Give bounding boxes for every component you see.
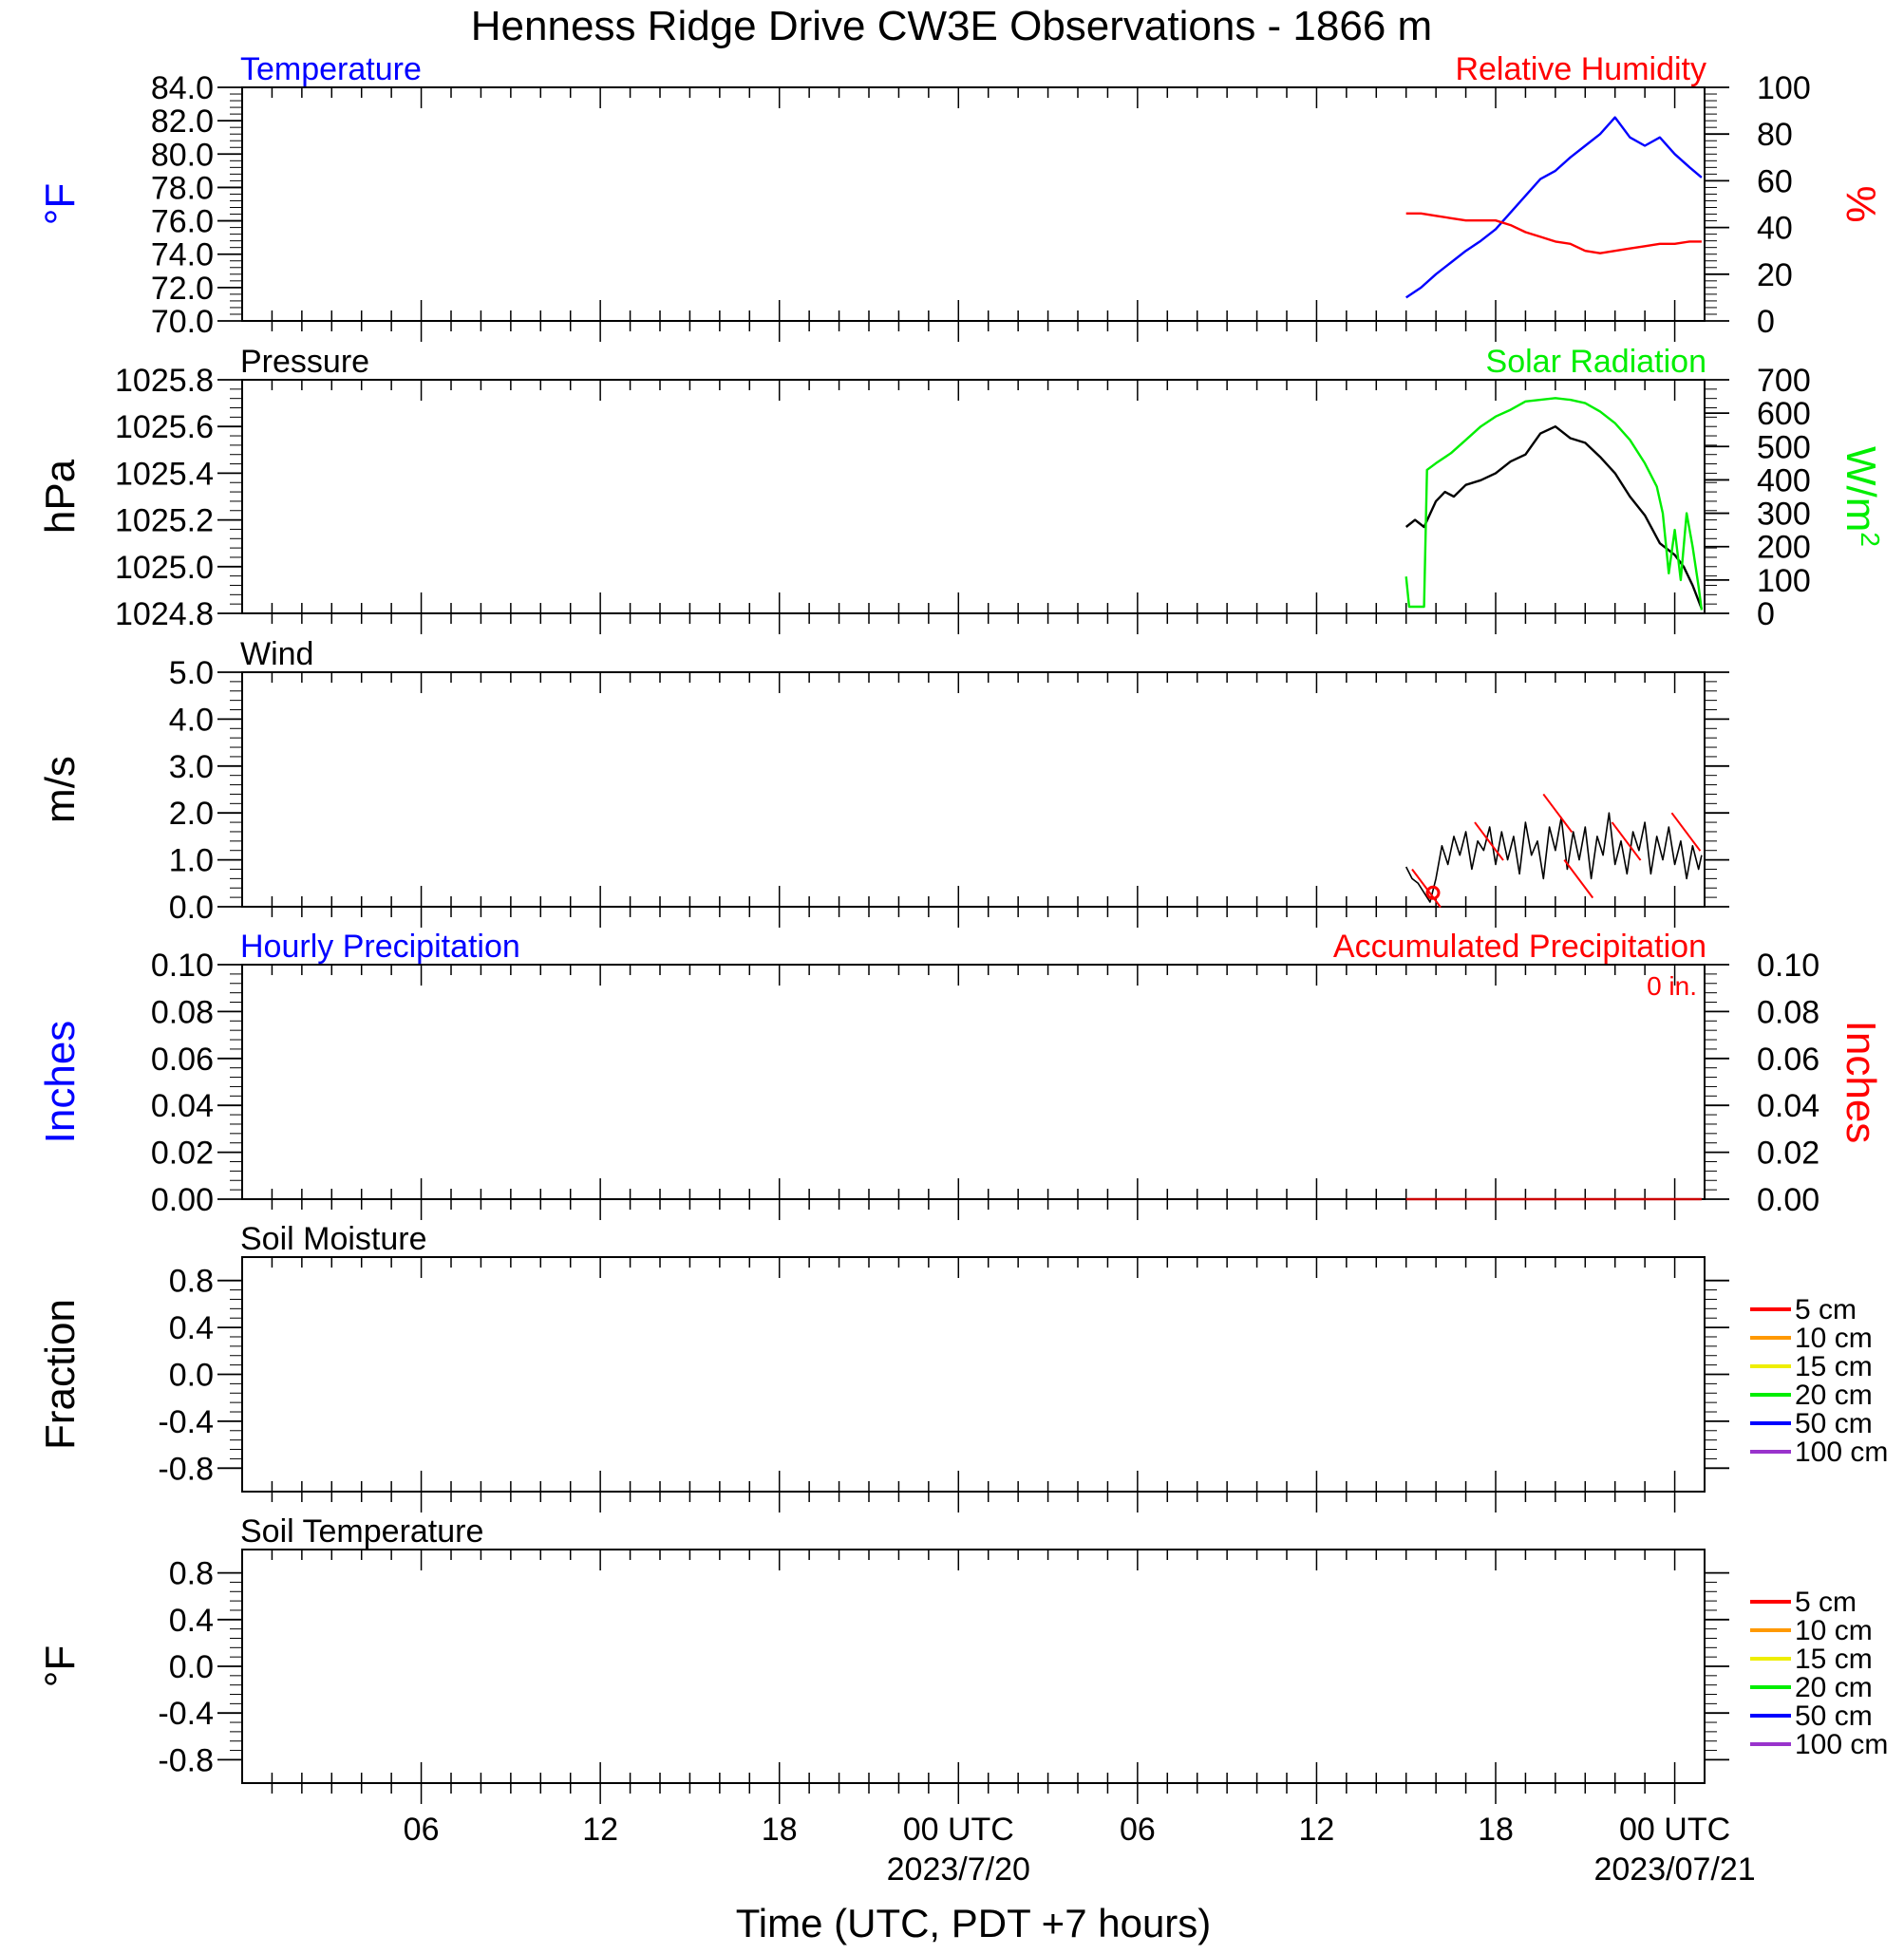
- y-tick-label-left: -0.4: [158, 1403, 214, 1440]
- y-tick-label-left: 0.06: [150, 1041, 214, 1078]
- chart-title: Henness Ridge Drive CW3E Observations - 1866 m: [470, 3, 1433, 49]
- panel-title-left: Wind: [240, 636, 314, 672]
- legend-label: 50 cm: [1795, 1408, 1873, 1439]
- legend-label: 20 cm: [1795, 1380, 1873, 1411]
- y-tick-label-left: 84.0: [150, 70, 214, 106]
- panel-3: [37, 929, 1884, 1220]
- plot-frame: [242, 1550, 1705, 1783]
- y-tick-label-left: 0.0: [168, 1649, 214, 1685]
- y-tick-label-right: 100: [1757, 70, 1811, 106]
- y-tick-label-left: 0.4: [168, 1602, 214, 1639]
- y-tick-label-left: 0.8: [168, 1263, 214, 1300]
- y-tick-label-left: 72.0: [150, 270, 214, 307]
- y-axis-label-right: %: [1838, 185, 1884, 223]
- y-tick-label-left: 1025.6: [115, 409, 214, 446]
- series-line-wind-speed: [1406, 813, 1702, 902]
- y-tick-label-right: 0.06: [1757, 1041, 1820, 1078]
- panel-4: [37, 1221, 1888, 1512]
- y-tick-label-right: 200: [1757, 529, 1811, 566]
- plot-frame: [242, 1257, 1705, 1492]
- panel-title-right: Relative Humidity: [1455, 51, 1706, 87]
- y-tick-label-left: 0.04: [150, 1088, 214, 1125]
- plot-frame: [242, 965, 1705, 1199]
- series-line-temperature: [1406, 118, 1702, 298]
- legend-label: 100 cm: [1795, 1729, 1889, 1760]
- x-tick-label: 18: [761, 1812, 798, 1848]
- y-tick-label-left: 3.0: [168, 748, 214, 785]
- panel-title-left: Soil Temperature: [240, 1513, 484, 1550]
- x-tick-label: 06: [1119, 1812, 1156, 1848]
- y-tick-label-right: 400: [1757, 462, 1811, 499]
- panel-title-left: Hourly Precipitation: [240, 929, 520, 965]
- y-tick-label-right: 0.10: [1757, 948, 1820, 984]
- wind-barb: [1671, 813, 1700, 851]
- y-tick-label-left: 0.0: [168, 1357, 214, 1394]
- x-tick-label: 12: [1298, 1812, 1335, 1848]
- y-tick-label-right: 40: [1757, 210, 1793, 247]
- y-tick-label-right: 0: [1757, 596, 1775, 632]
- legend-label: 5 cm: [1795, 1587, 1857, 1618]
- legend-label: 20 cm: [1795, 1672, 1873, 1703]
- panel-1: [37, 344, 1886, 634]
- x-axis-label: Time (UTC, PDT +7 hours): [735, 1901, 1212, 1945]
- y-tick-label-left: 0.8: [168, 1555, 214, 1592]
- y-axis-label-right: Inches: [1838, 1020, 1884, 1144]
- plot-frame: [242, 380, 1705, 613]
- wind-barb: [1543, 794, 1572, 832]
- y-tick-label-left: 76.0: [150, 203, 214, 240]
- x-tick-label: 12: [582, 1812, 619, 1848]
- y-tick-label-right: 0.02: [1757, 1135, 1820, 1172]
- y-tick-label-right: 80: [1757, 117, 1793, 154]
- y-tick-label-left: 70.0: [150, 304, 214, 340]
- y-tick-label-right: 0.00: [1757, 1182, 1820, 1218]
- y-tick-label-left: 0.0: [168, 890, 214, 926]
- series-line-relative-humidity: [1406, 214, 1702, 254]
- y-tick-label-left: 1.0: [168, 842, 214, 879]
- y-tick-label-left: 74.0: [150, 236, 214, 273]
- y-axis-label-left: m/s: [37, 756, 84, 823]
- y-tick-label-right: 100: [1757, 562, 1811, 599]
- series-line-solar-radiation: [1406, 398, 1702, 610]
- y-tick-label-right: 0: [1757, 304, 1775, 340]
- panel-annotation: 0 in.: [1647, 971, 1697, 1001]
- x-tick-label: 18: [1478, 1812, 1514, 1848]
- y-tick-label-left: -0.8: [158, 1451, 214, 1488]
- y-axis-label-left: °F: [37, 1644, 84, 1688]
- x-tick-label: 00 UTC: [902, 1812, 1014, 1848]
- y-tick-label-left: -0.8: [158, 1742, 214, 1779]
- x-tick-date-label: 2023/7/20: [886, 1851, 1030, 1888]
- y-tick-label-right: 0.04: [1757, 1088, 1820, 1125]
- legend-label: 10 cm: [1795, 1615, 1873, 1646]
- y-tick-label-left: 5.0: [168, 655, 214, 691]
- y-axis-label-right: $W/m^2$: [1838, 446, 1886, 547]
- y-tick-label-left: 0.00: [150, 1182, 214, 1218]
- y-tick-label-left: 1025.2: [115, 502, 214, 539]
- y-axis-label-right-superscript: 2: [1856, 532, 1886, 547]
- x-tick-date-label: 2023/07/21: [1593, 1851, 1756, 1888]
- y-axis-label-left: Inches: [37, 1020, 84, 1144]
- y-tick-label-left: 1025.4: [115, 456, 214, 493]
- panel-title-left: Pressure: [240, 344, 370, 380]
- y-tick-label-left: 2.0: [168, 796, 214, 833]
- y-tick-label-left: 1024.8: [115, 596, 214, 632]
- panel-2: [37, 636, 1729, 928]
- y-tick-label-right: 0.08: [1757, 994, 1820, 1031]
- panel-5: [37, 1513, 1888, 1804]
- panel-title-right: Accumulated Precipitation: [1332, 929, 1706, 965]
- wind-barb: [1564, 860, 1593, 898]
- y-tick-label-left: 0.02: [150, 1135, 214, 1172]
- legend-label: 50 cm: [1795, 1700, 1873, 1732]
- y-tick-label-left: -0.4: [158, 1696, 214, 1733]
- y-tick-label-left: 0.4: [168, 1310, 214, 1347]
- panel-0: [37, 51, 1884, 342]
- legend-label: 15 cm: [1795, 1644, 1873, 1675]
- plot-frame: [242, 672, 1705, 907]
- y-tick-label-left: 0.10: [150, 948, 214, 984]
- legend-label: 10 cm: [1795, 1323, 1873, 1354]
- y-tick-label-right: 60: [1757, 163, 1793, 200]
- legend-label: 100 cm: [1795, 1437, 1889, 1468]
- legend-label: 15 cm: [1795, 1351, 1873, 1382]
- x-tick-label: 06: [403, 1812, 440, 1848]
- y-tick-label-right: 300: [1757, 496, 1811, 533]
- panel-title-left: Soil Moisture: [240, 1221, 427, 1257]
- x-tick-label: 00 UTC: [1619, 1812, 1731, 1848]
- panel-title-right: Solar Radiation: [1485, 344, 1706, 380]
- y-tick-label-left: 1025.0: [115, 549, 214, 586]
- y-tick-label-right: 20: [1757, 256, 1793, 293]
- y-axis-label-left: Fraction: [37, 1299, 84, 1450]
- legend-label: 5 cm: [1795, 1294, 1857, 1325]
- panel-title-left: Temperature: [240, 51, 422, 87]
- y-tick-label-left: 4.0: [168, 702, 214, 739]
- y-tick-label-right: 500: [1757, 429, 1811, 466]
- y-axis-label-left: °F: [37, 182, 84, 226]
- y-axis-label-left: hPa: [37, 459, 84, 535]
- y-tick-label-left: 80.0: [150, 137, 214, 174]
- y-tick-label-left: 78.0: [150, 170, 214, 207]
- y-tick-label-left: 82.0: [150, 103, 214, 141]
- y-tick-label-left: 1025.8: [115, 363, 214, 399]
- y-tick-label-left: 0.08: [150, 994, 214, 1031]
- y-tick-label-right: 600: [1757, 396, 1811, 433]
- y-tick-label-right: 700: [1757, 363, 1811, 399]
- plot-frame: [242, 87, 1705, 321]
